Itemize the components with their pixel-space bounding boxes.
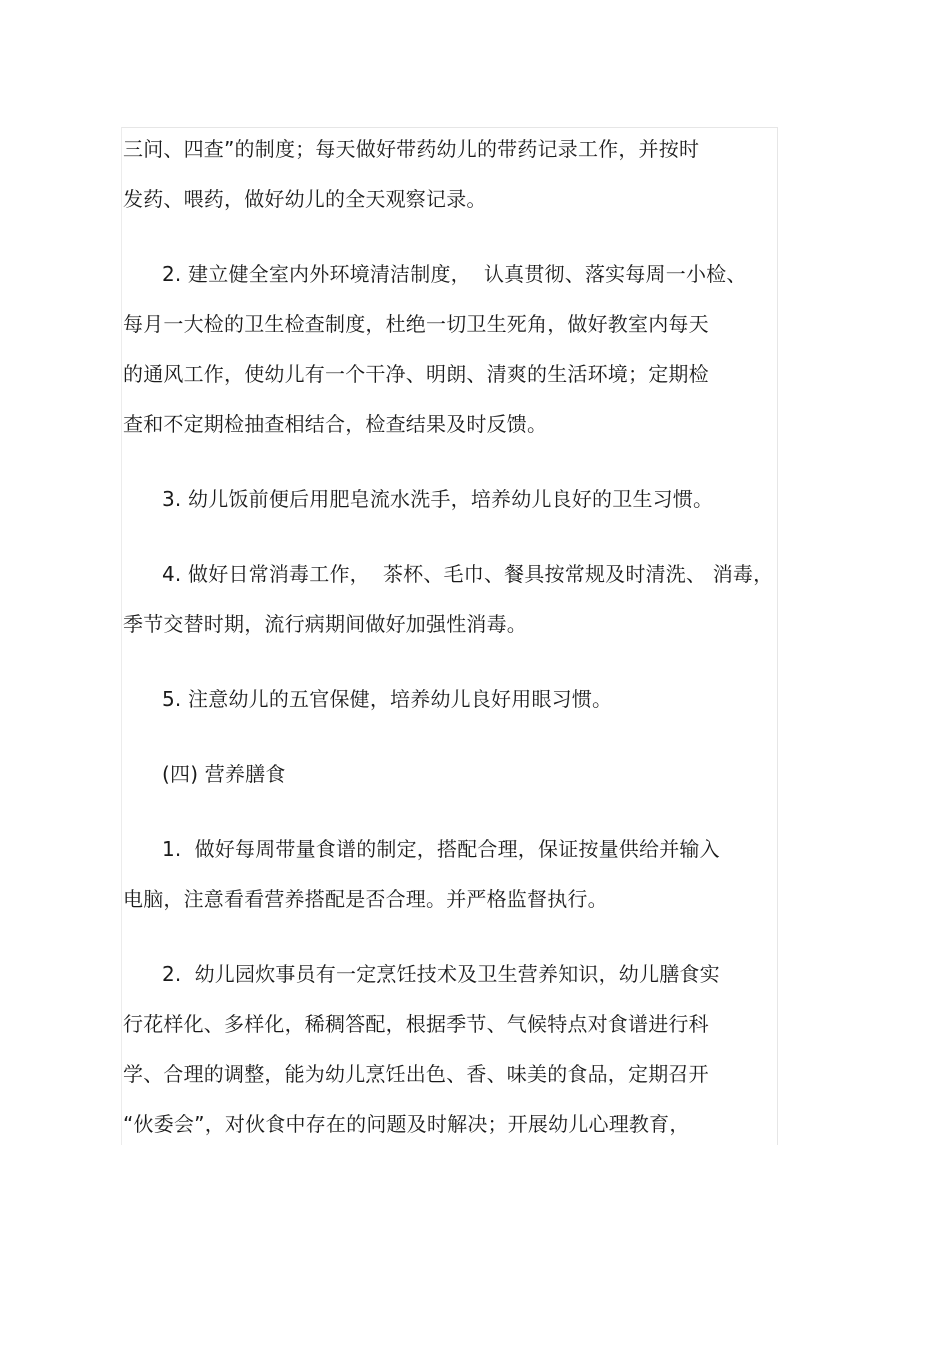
text-line: 行花样化、多样化，稀稠答配，根据季节、气候特点对食谱进行科 <box>123 1012 709 1036</box>
section-heading: (四) 营养膳食 <box>162 762 286 786</box>
paragraph-4-line: 4. 做好日常消毒工作， 茶杯、毛巾、餐具按常规及时清洗、 消毒， <box>162 562 774 586</box>
text-line: 每月一大检的卫生检查制度，杜绝一切卫生死角，做好教室内每天 <box>123 312 709 336</box>
paragraph-nutrition-2-line: 2. 幼儿园炊事员有一定烹饪技术及卫生营养知识，幼儿膳食实 <box>162 962 720 986</box>
text-line: 学、合理的调整，能为幼儿烹饪出色、香、味美的食品，定期召开 <box>123 1062 709 1086</box>
paragraph-5-line: 5. 注意幼儿的五官保健，培养幼儿良好用眼习惯。 <box>162 687 613 711</box>
paragraph-nutrition-1-line: 1. 做好每周带量食谱的制定，搭配合理，保证按量供给并输入 <box>162 837 720 861</box>
paragraph-2-line: 2. 建立健全室内外环境清洁制度， 认真贯彻、落实每周一小检、 <box>162 262 747 286</box>
text-line: 发药、喂药，做好幼儿的全天观察记录。 <box>123 187 487 211</box>
text-line: 的通风工作，使幼儿有一个干净、明朗、清爽的生活环境；定期检 <box>123 362 709 386</box>
text-line: 季节交替时期，流行病期间做好加强性消毒。 <box>123 612 527 636</box>
paragraph-3-line: 3. 幼儿饭前便后用肥皂流水洗手，培养幼儿良好的卫生习惯。 <box>162 487 714 511</box>
text-line: 电脑，注意看看营养搭配是否合理。并严格监督执行。 <box>123 887 608 911</box>
text-line: 三问、四查”的制度；每天做好带药幼儿的带药记录工作，并按时 <box>123 137 700 161</box>
text-line: “伙委会”，对伙食中存在的问题及时解决；开展幼儿心理教育， <box>123 1112 690 1136</box>
text-line: 查和不定期检抽查相结合，检查结果及时反馈。 <box>123 412 548 436</box>
